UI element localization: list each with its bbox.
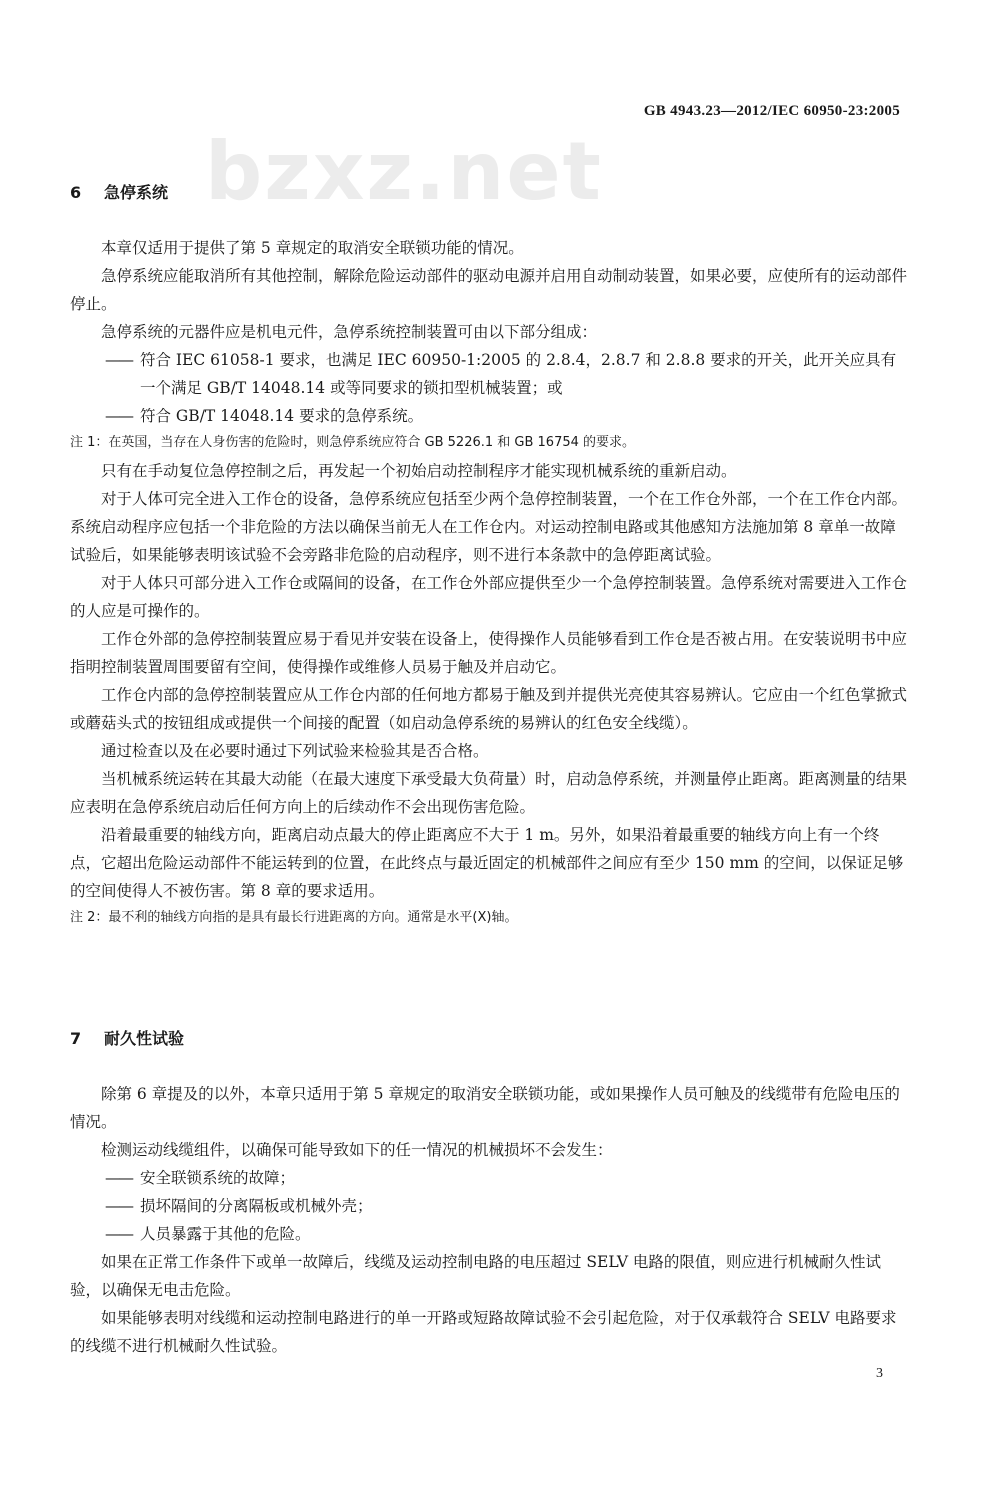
section-6-number: 6 bbox=[70, 183, 82, 202]
list-item bbox=[70, 1220, 908, 1248]
list-item-text: 人员暴露于其他的危险。 bbox=[140, 1225, 311, 1243]
list-item-text: 安全联锁系统的故障； bbox=[140, 1169, 296, 1187]
list-item bbox=[70, 1192, 908, 1220]
watermark: bzxz.net bbox=[205, 125, 603, 218]
list-item bbox=[70, 1164, 908, 1192]
list-item bbox=[70, 346, 908, 402]
paragraph: 对于人体可完全进入工作仓的设备，急停系统应包括至少两个急停控制装置，一个在工作仓外部，一个在工作仓内部。系统启动程序应包括一个非危险的方法以确保当前无人在工作仓内。对运动控制电路或其他感知方法施加第 8 章单一故障试验后，如果能够表明该试验不会旁路非危险的启动程序，则不进行本条款中的急停距离试验。 bbox=[70, 490, 908, 564]
section-6-heading bbox=[70, 183, 168, 203]
note: 注 2：最不利的轴线方向指的是具有最长行进距离的方向。通常是水平(X)轴。 bbox=[70, 910, 518, 925]
dash-marker: —— bbox=[105, 1225, 132, 1243]
section-6-title: 急停系统 bbox=[104, 183, 169, 202]
section-7-title: 耐久性试验 bbox=[104, 1029, 185, 1048]
list-item bbox=[70, 402, 908, 430]
paragraph: 通过检查以及在必要时通过下列试验来检验其是否合格。 bbox=[101, 742, 489, 760]
standard-number-header: GB 4943.23—2012/IEC 60950-23:2005 bbox=[643, 103, 900, 119]
dash-marker: —— bbox=[105, 1169, 132, 1187]
paragraph: 工作仓内部的急停控制装置应从工作仓内部的任何地方都易于触及到并提供光亮使其容易辨认。它应由一个红色掌掀式或蘑菇头式的按钮组成或提供一个间接的配置（如启动急停系统的易辨认的红色安全线缆）。 bbox=[70, 686, 908, 732]
dash-marker: —— bbox=[105, 407, 132, 425]
section-6-body bbox=[70, 234, 908, 932]
paragraph: 当机械系统运转在其最大动能（在最大速度下承受最大负荷量）时，启动急停系统，并测量停止距离。距离测量的结果应表明在急停系统启动后任何方向上的后续动作不会出现伤害危险。 bbox=[70, 770, 908, 816]
section-7-body bbox=[70, 1080, 908, 1360]
paragraph: 急停系统的元器件应是机电元件，急停系统控制装置可由以下部分组成： bbox=[101, 323, 598, 341]
paragraph: 急停系统应能取消所有其他控制，解除危险运动部件的驱动电源并启用自动制动装置，如果必要，应使所有的运动部件停止。 bbox=[70, 267, 908, 313]
list-item-text: 符合 IEC 61058-1 要求，也满足 IEC 60950-1:2005 的 2.8.4，2.8.7 和 2.8.8 要求的开关，此开关应具有一个满足 GB/T 14048.14 或等同要求的锁扣型机械装置；或 bbox=[140, 351, 897, 397]
paragraph: 如果能够表明对线缆和运动控制电路进行的单一开路或短路故障试验不会引起危险，对于仅承载符合 SELV 电路要求的线缆不进行机械耐久性试验。 bbox=[70, 1309, 897, 1355]
paragraph: 本章仅适用于提供了第 5 章规定的取消安全联锁功能的情况。 bbox=[101, 239, 524, 257]
list-item-text: 符合 GB/T 14048.14 要求的急停系统。 bbox=[140, 407, 424, 425]
paragraph: 只有在手动复位急停控制之后，再发起一个初始启动控制程序才能实现机械系统的重新启动。 bbox=[101, 462, 737, 480]
note: 注 1：在英国，当存在人身伤害的危险时，则急停系统应符合 GB 5226.1 和 GB 16754 的要求。 bbox=[70, 435, 636, 450]
dash-marker: —— bbox=[105, 351, 132, 369]
paragraph: 对于人体只可部分进入工作仓或隔间的设备，在工作仓外部应提供至少一个急停控制装置。急停系统对需要进入工作仓的人应是可操作的。 bbox=[70, 574, 908, 620]
paragraph: 工作仓外部的急停控制装置应易于看见并安装在设备上，使得操作人员能够看到工作仓是否被占用。在安装说明书中应指明控制装置周围要留有空间，使得操作或维修人员易于触及并启动它。 bbox=[70, 630, 908, 676]
page-number: 3 bbox=[876, 1366, 883, 1381]
dash-marker: —— bbox=[105, 1197, 132, 1215]
section-7-heading bbox=[70, 1029, 184, 1049]
paragraph: 检测运动线缆组件，以确保可能导致如下的任一情况的机械损坏不会发生： bbox=[101, 1141, 613, 1159]
list-item-text: 损坏隔间的分离隔板或机械外壳； bbox=[140, 1197, 373, 1215]
paragraph: 沿着最重要的轴线方向，距离启动点最大的停止距离应不大于 1 m。另外，如果沿着最重要的轴线方向上有一个终点，它超出危险运动部件不能运转到的位置，在此终点与最近固定的机械部件之间应有至少 150 mm 的空间，以保证足够的空间使得人不被伤害。第 8 章的要求适用。 bbox=[70, 826, 904, 900]
paragraph: 如果在正常工作条件下或单一故障后，线缆及运动控制电路的电压超过 SELV 电路的限值，则应进行机械耐久性试验，以确保无电击危险。 bbox=[70, 1253, 881, 1299]
paragraph: 除第 6 章提及的以外，本章只适用于第 5 章规定的取消安全联锁功能，或如果操作人员可触及的线缆带有危险电压的情况。 bbox=[70, 1085, 900, 1131]
section-7-number: 7 bbox=[70, 1029, 82, 1048]
